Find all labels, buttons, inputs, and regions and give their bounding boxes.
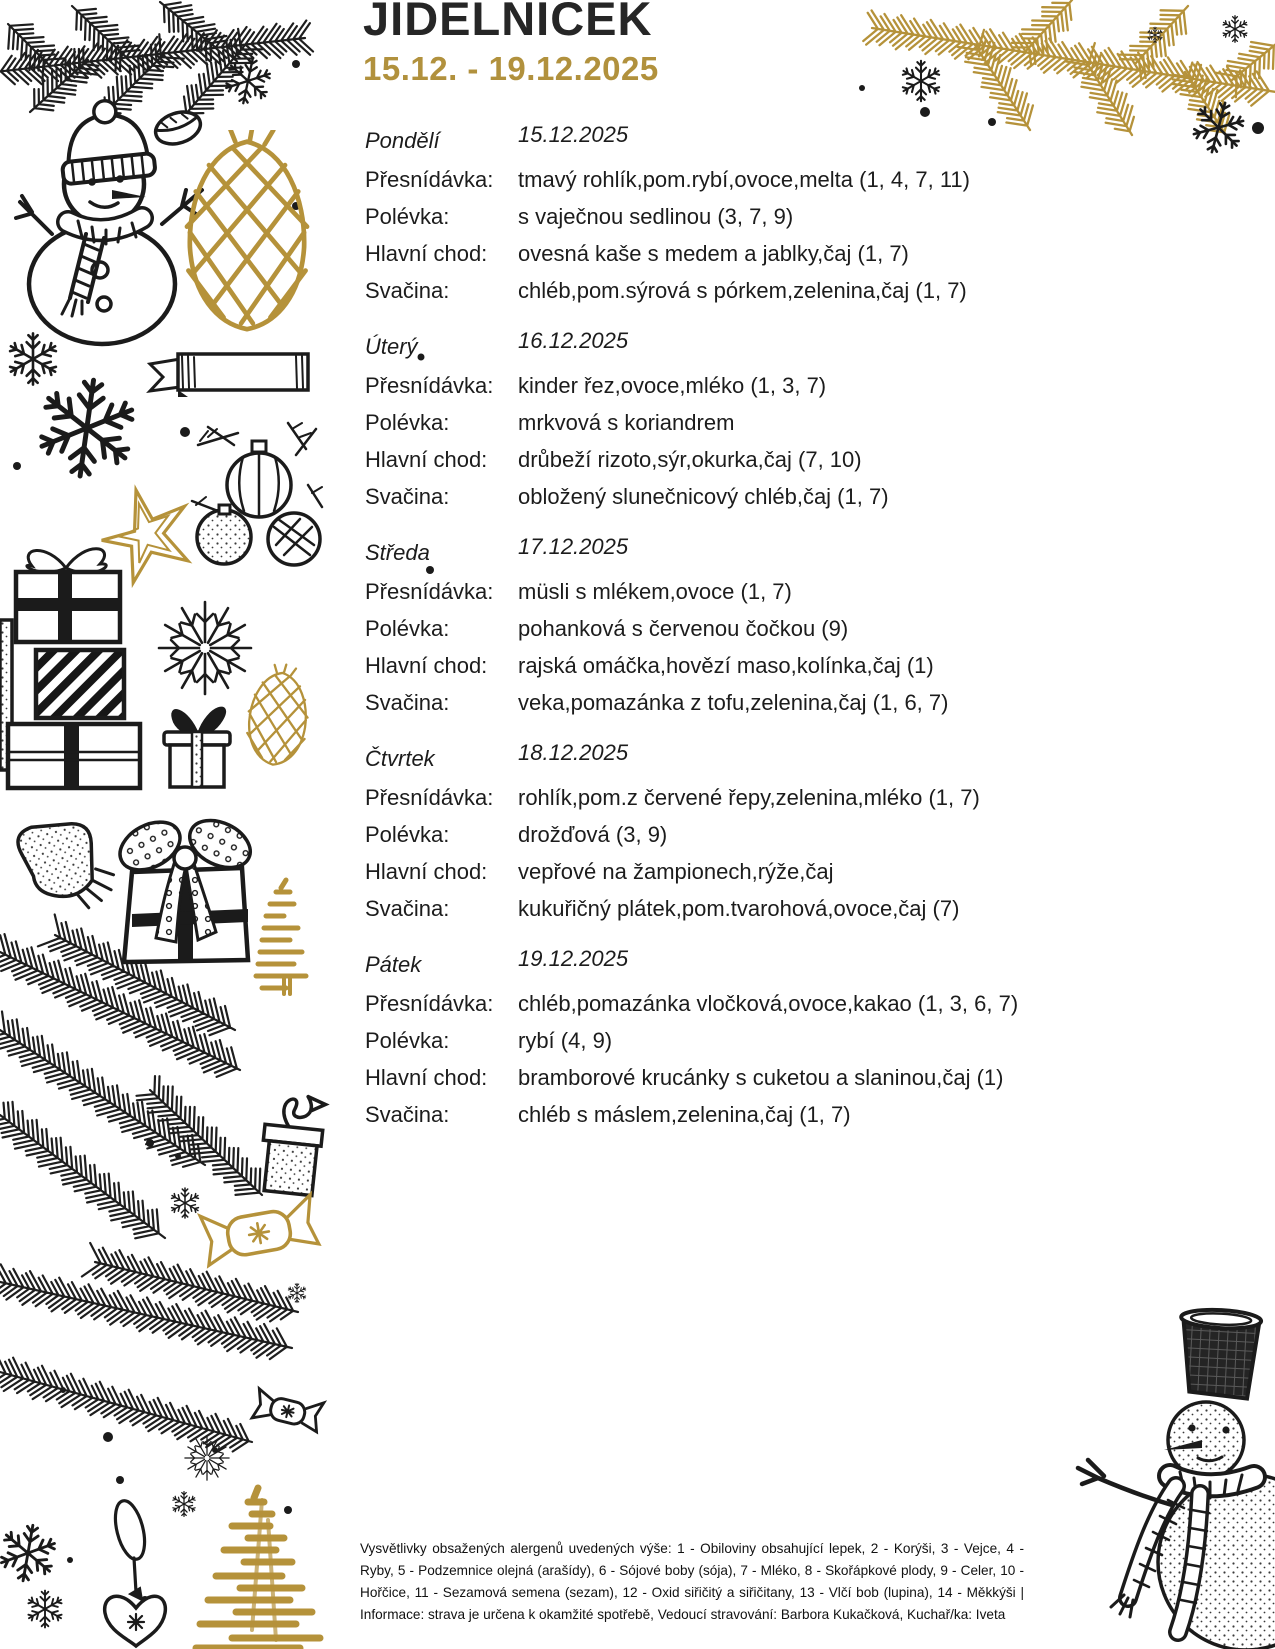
- meal-value: pohanková s červenou čočkou (9): [518, 616, 849, 641]
- menu-row: [365, 1096, 1105, 1133]
- meal-label: Hlavní chod:: [365, 859, 488, 884]
- page-title: JIDELNICEK: [363, 0, 653, 45]
- menu-row: [365, 198, 1105, 235]
- menu-row: [365, 816, 1105, 853]
- menu-row: [365, 441, 1105, 478]
- day-section-wednesday: [365, 532, 1105, 721]
- menu-row: [365, 235, 1105, 272]
- menu-row: [365, 272, 1105, 309]
- meal-value: rybí (4, 9): [518, 1028, 613, 1053]
- day-section-monday: [365, 120, 1105, 309]
- meal-label: Svačina:: [365, 690, 450, 715]
- meal-value: s vaječnou sedlinou (3, 7, 9): [518, 204, 794, 229]
- menu-row: [365, 404, 1105, 441]
- meal-label: Svačina:: [365, 1102, 450, 1127]
- day-name: Úterý: [365, 334, 418, 359]
- meal-value: ovesná kaše s medem a jablky,čaj (1, 7): [518, 241, 909, 266]
- meal-value: kinder řez,ovoce,mléko (1, 3, 7): [518, 373, 827, 398]
- menu: [365, 120, 1105, 1150]
- day-name: Čtvrtek: [365, 746, 435, 771]
- meal-value: tmavý rohlík,pom.rybí,ovoce,melta (1, 4, 7, 11): [518, 167, 970, 192]
- meal-value: kukuřičný plátek,pom.tvarohová,ovoce,čaj (7): [518, 896, 960, 921]
- day-date: 17.12.2025: [518, 534, 629, 559]
- meal-label: Svačina:: [365, 484, 450, 509]
- day-name: Středa: [365, 540, 430, 565]
- meal-value: veka,pomazánka z tofu,zelenina,čaj (1, 6, 7): [518, 690, 949, 715]
- menu-row: [365, 161, 1105, 198]
- meal-value: drůbeží rizoto,sýr,okurka,čaj (7, 10): [518, 447, 862, 472]
- menu-row: [365, 985, 1105, 1022]
- date-range: 15.12. - 19.12.2025: [363, 50, 659, 87]
- meal-label: Hlavní chod:: [365, 447, 488, 472]
- meal-value: bramborové krucánky s cuketou a slaninou,čaj (1): [518, 1065, 1004, 1090]
- meal-label: Přesnídávka:: [365, 579, 494, 604]
- meal-value: vepřové na žampionech,rýže,čaj: [518, 859, 834, 884]
- meal-value: rajská omáčka,hovězí maso,kolínka,čaj (1): [518, 653, 934, 678]
- day-name: Pondělí: [365, 128, 440, 153]
- day-section-thursday: [365, 738, 1105, 927]
- menu-row: [365, 647, 1105, 684]
- meal-value: chléb,pom.sýrová s pórkem,zelenina,čaj (1, 7): [518, 278, 967, 303]
- meal-label: Hlavní chod:: [365, 1065, 488, 1090]
- allergen-footnote: Vysvětlivky obsažených alergenů uvedených výše: 1 - Obiloviny obsahující lepek, 2 - Korýši, 3 - Vejce, 4 - Ryby, 5 - Podzemnice olejná (arašídy), 6 - Sójové boby (sója), 7 - Mléko, 8 - Skořápkové plody, 9 - Celer, 10 - Hořčice, 11 - Sezamová semena (sezam), 12 - Oxid siřičitý a siřičitany, 13 - Vlčí bob (lupina), 14 - Měkkýši | Informace: strava je určena k okamžité spotřebě, Vedoucí stravování: Barbora Kukačková, Kuchař/ka: Iveta: [360, 1541, 1024, 1622]
- meal-label: Polévka:: [365, 616, 450, 641]
- menu-row: [365, 853, 1105, 890]
- day-date: 15.12.2025: [518, 122, 629, 147]
- meal-value: müsli s mlékem,ovoce (1, 7): [518, 579, 792, 604]
- meal-value: drožďová (3, 9): [518, 822, 668, 847]
- menu-row: [365, 367, 1105, 404]
- meal-value: chléb,pomazánka vločková,ovoce,kakao (1, 3, 6, 7): [518, 991, 1019, 1016]
- meal-label: Polévka:: [365, 1028, 450, 1053]
- day-name: Pátek: [365, 952, 422, 977]
- meal-label: Polévka:: [365, 204, 450, 229]
- meal-value: mrkvová s koriandrem: [518, 410, 735, 435]
- menu-row: [365, 890, 1105, 927]
- menu-row: [365, 1022, 1105, 1059]
- meal-label: Přesnídávka:: [365, 785, 494, 810]
- meal-label: Polévka:: [365, 822, 450, 847]
- meal-value: obložený slunečnicový chléb,čaj (1, 7): [518, 484, 889, 509]
- meal-label: Svačina:: [365, 896, 450, 921]
- day-section-tuesday: [365, 326, 1105, 515]
- meal-label: Hlavní chod:: [365, 653, 488, 678]
- meal-label: Přesnídávka:: [365, 167, 494, 192]
- day-date: 18.12.2025: [518, 740, 629, 765]
- meal-label: Přesnídávka:: [365, 373, 494, 398]
- menu-row: [365, 684, 1105, 721]
- menu-row: [365, 478, 1105, 515]
- day-section-friday: [365, 944, 1105, 1133]
- meal-label: Přesnídávka:: [365, 991, 494, 1016]
- menu-row: [365, 573, 1105, 610]
- menu-row: [365, 610, 1105, 647]
- menu-row: [365, 1059, 1105, 1096]
- meal-label: Polévka:: [365, 410, 450, 435]
- meal-label: Hlavní chod:: [365, 241, 488, 266]
- meal-value: chléb s máslem,zelenina,čaj (1, 7): [518, 1102, 851, 1127]
- meal-value: rohlík,pom.z červené řepy,zelenina,mléko (1, 7): [518, 785, 980, 810]
- menu-row: [365, 779, 1105, 816]
- day-date: 19.12.2025: [518, 946, 629, 971]
- meal-label: Svačina:: [365, 278, 450, 303]
- day-date: 16.12.2025: [518, 328, 629, 353]
